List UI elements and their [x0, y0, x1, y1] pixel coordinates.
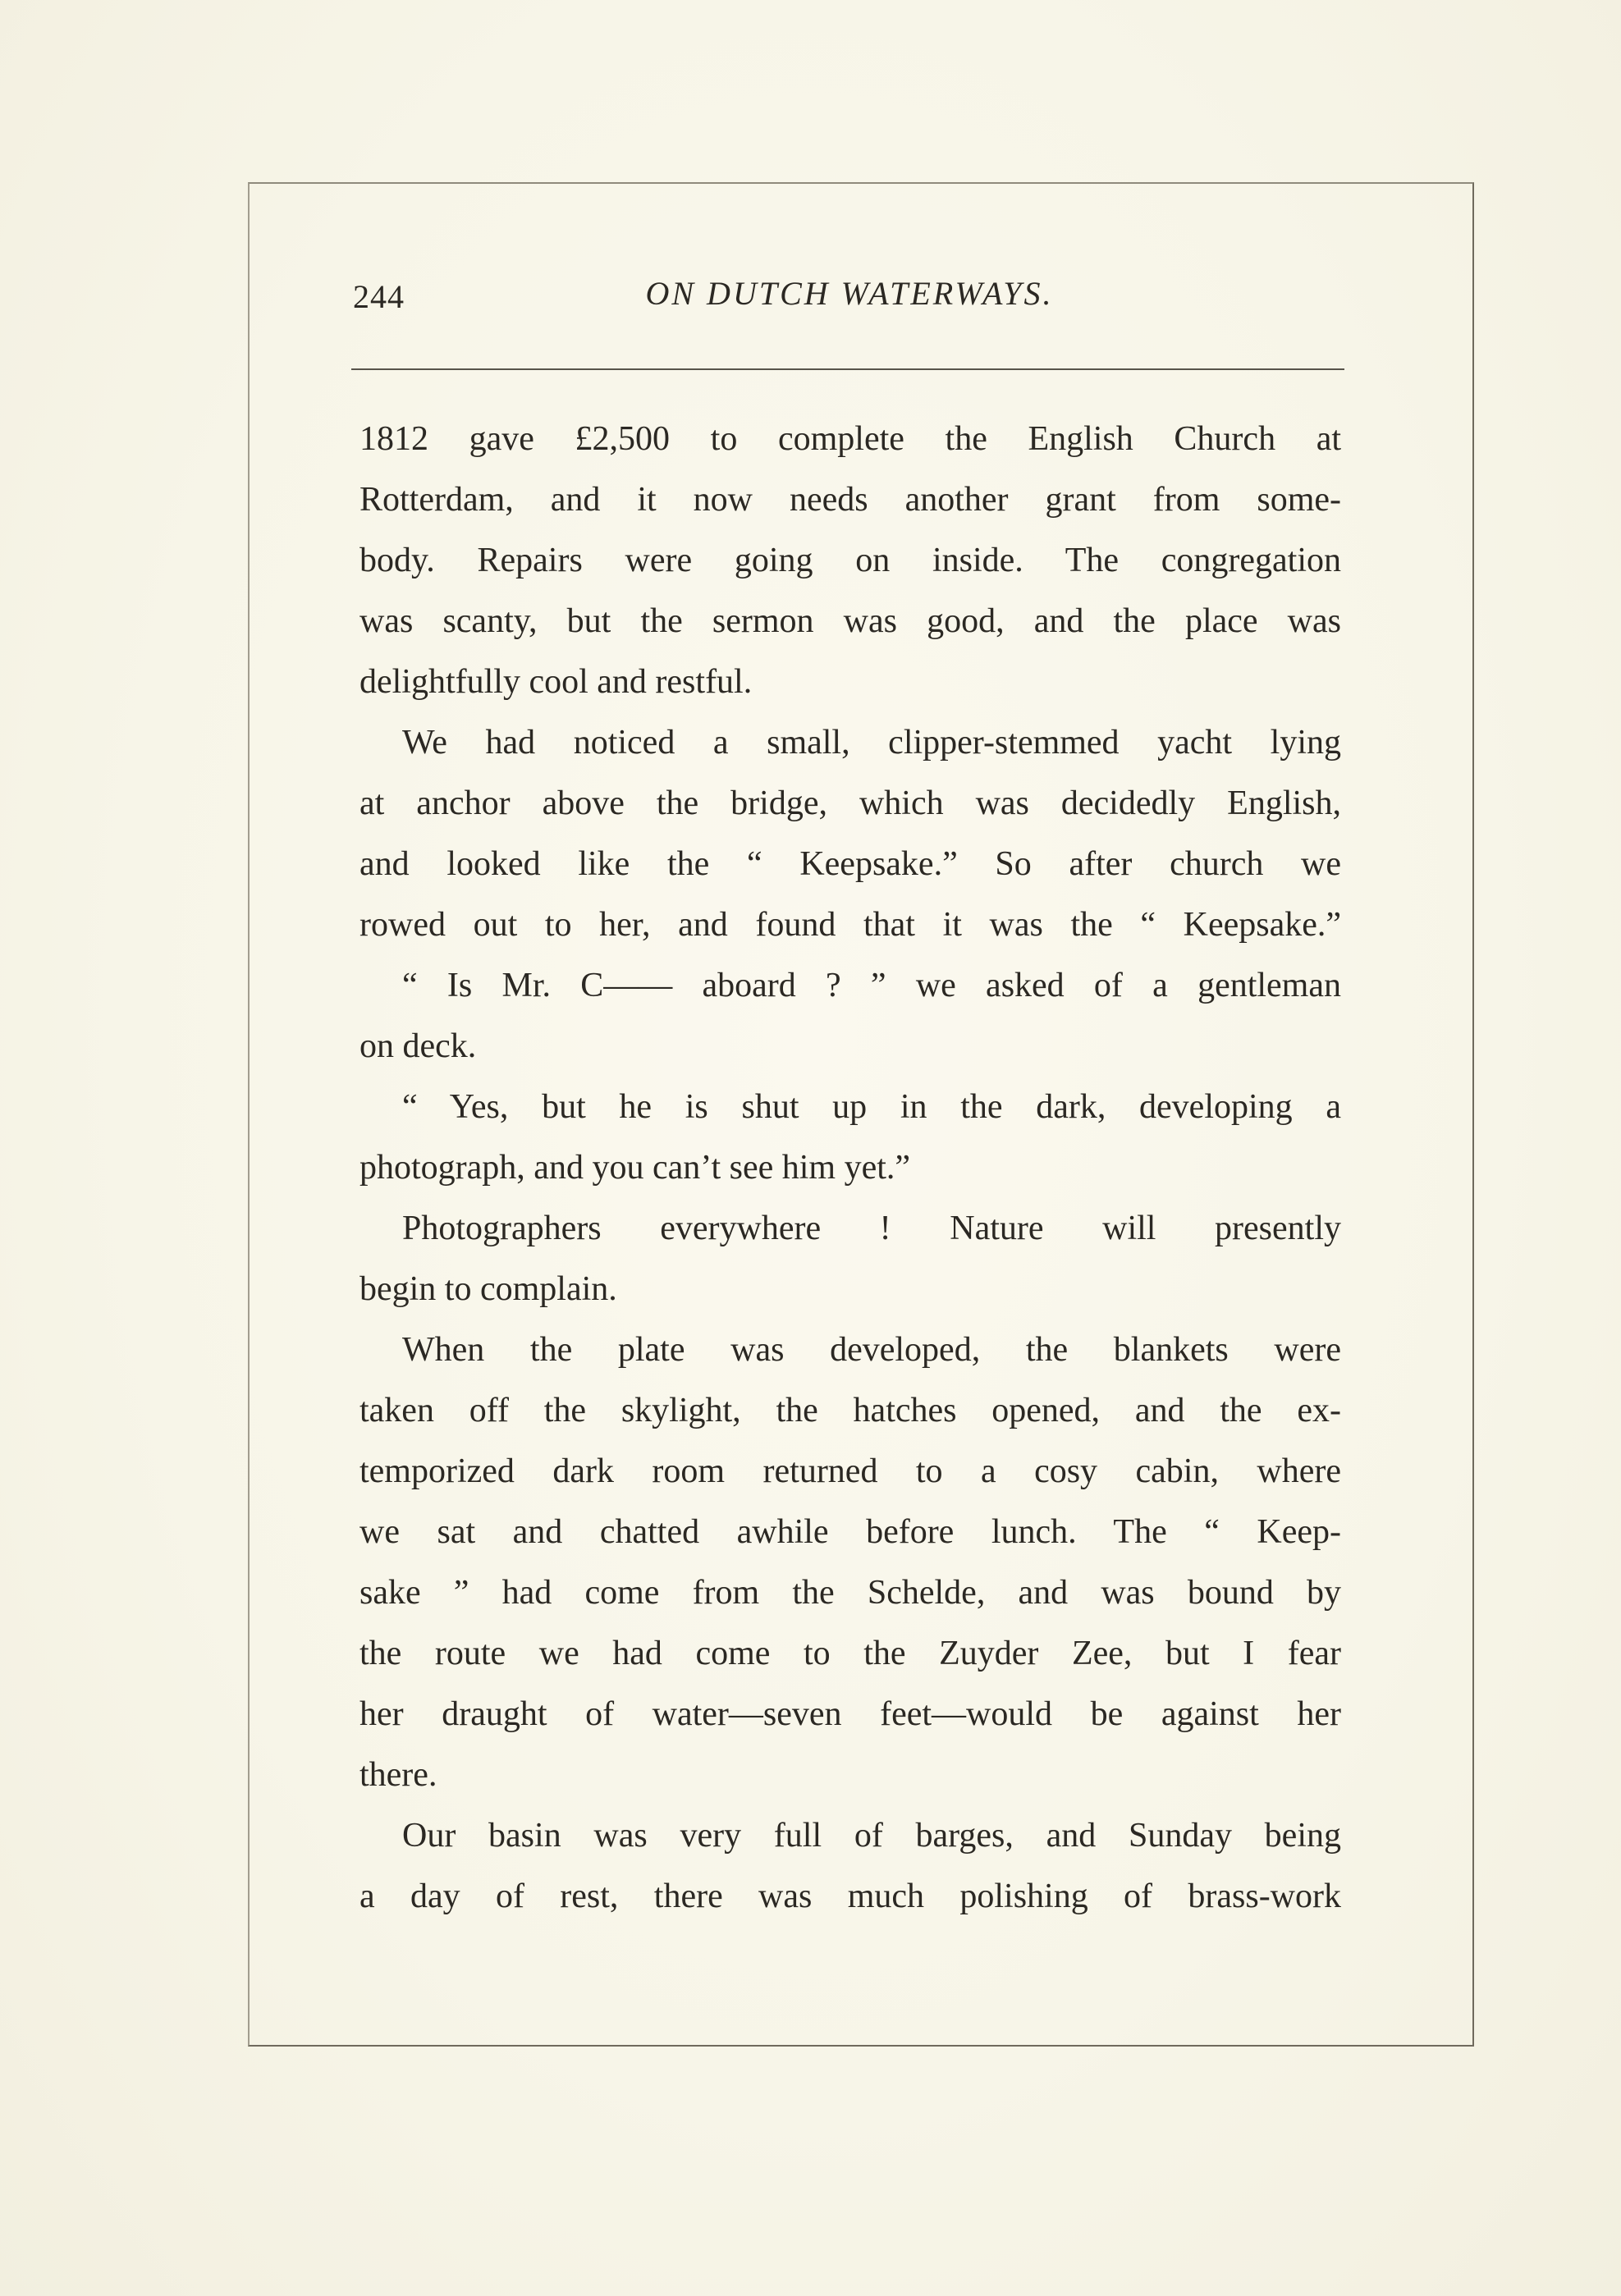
text-line: “ Yes, but he is shut up in the dark, developing a [402, 1088, 1341, 1126]
text-line: 1812 gave £2,500 to complete the English Church at [359, 420, 1341, 458]
text-line: taken off the skylight, the hatches opened, and the ex- [359, 1392, 1341, 1429]
text-line: We had noticed a small, clipper-stemmed yacht lying [402, 724, 1341, 762]
text-line: photograph, and you can’t see him yet.” [359, 1149, 911, 1187]
page-header [353, 277, 1346, 335]
text-line: Photographers everywhere ! Nature will presently [402, 1210, 1341, 1247]
text-line: sake ” had come from the Schelde, and was bound by [359, 1574, 1341, 1612]
text-line: delightfully cool and restful. [359, 663, 753, 701]
running-title: ON DUTCH WATERWAYS. [645, 275, 1054, 312]
text-line: her draught of water—seven feet—would be against her [359, 1695, 1341, 1733]
header-rule [351, 368, 1344, 370]
text-line: body. Repairs were going on inside. The congregation [359, 542, 1341, 579]
text-line: and looked like the “ Keepsake.” So after church we [359, 845, 1341, 883]
text-line: Our basin was very full of barges, and Sunday being [402, 1817, 1341, 1855]
text-line: Rotterdam, and it now needs another grant from some- [359, 481, 1341, 519]
text-line: was scanty, but the sermon was good, and the place was [359, 602, 1341, 640]
text-line: at anchor above the bridge, which was decidedly English, [359, 784, 1341, 822]
text-line: there. [359, 1756, 437, 1794]
text-line: the route we had come to the Zuyder Zee, but I fear [359, 1635, 1341, 1672]
page-number: 244 [353, 278, 405, 315]
text-line: begin to complain. [359, 1270, 617, 1308]
text-line: on deck. [359, 1027, 477, 1065]
text-line: a day of rest, there was much polishing of brass-work [359, 1878, 1341, 1915]
text-line: temporized dark room returned to a cosy cabin, where [359, 1452, 1341, 1490]
text-line: “ Is Mr. C—— aboard ? ” we asked of a gentleman [402, 967, 1341, 1004]
text-line: we sat and chatted awhile before lunch. The “ Keep- [359, 1513, 1341, 1551]
text-line: When the plate was developed, the blankets were [402, 1331, 1341, 1369]
body-text [359, 409, 1341, 1927]
text-line: rowed out to her, and found that it was the “ Keepsake.” [359, 906, 1341, 944]
